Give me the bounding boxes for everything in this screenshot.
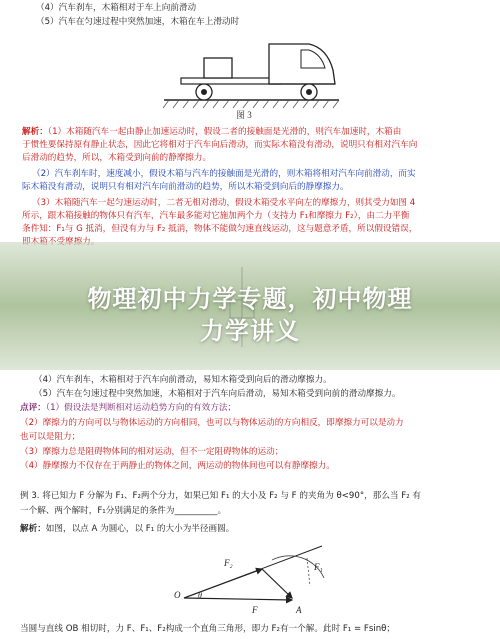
analysis2-line-2: 际木箱没有滑动，说明只有相对汽车向前滑动的趋势，所以木箱受到向后的静摩擦力。 <box>22 182 349 192</box>
label-o: O <box>174 590 181 600</box>
example-line-2: 一个解、两个解时，F₁分别满足的条件为__________。 <box>20 506 227 516</box>
label-f2: F₂ <box>224 558 233 568</box>
item-4-text: （4）汽车刹车，木箱相对于车上向前滑动 <box>36 3 197 13</box>
label-f: F <box>252 605 258 615</box>
bottom-item-5: （5）汽车在匀速过程中突然加速，木箱相对于汽车向后滑动，易知木箱受到向前的滑动摩擦力。 <box>34 389 401 399</box>
analysis3-line-2: 所示，跟木箱接触的物体只有汽车，汽车最多能对它施加两个力（支持力 F₁和摩擦力 F₂），由二力平衡 <box>22 211 410 221</box>
analysis-line-3: 后滑动的趋势，所以，木箱受到向前的静摩擦力。 <box>22 153 212 163</box>
point-line-1 <box>20 402 236 414</box>
point-2a: （2）摩擦力的方向可以与物体运动的方向相同，也可以与物体运动的方向相反，即摩擦力可以是动力 <box>20 418 404 428</box>
banner-title-line-1: 物理初中力学专题，初中物理 <box>87 285 413 313</box>
analysis2-line-1: （2）汽车刹车时，速度减小，假设木箱与汽车的接触面是光滑的，则木箱将相对汽车向前滑动，而实 <box>32 169 416 179</box>
analysis-text-1: （1）木箱随汽车一起由静止加速运动时，假设二者的接触面是光滑的，则汽车加速时，木箱由 <box>47 127 402 137</box>
banner-title <box>0 283 500 347</box>
last-line: 当圆与直线 OB 相切时，力 F、F₁、F₂构成一个直角三角形，即力 F₂有一个解。此时 F₁ = Fsinθ； <box>20 624 395 634</box>
analysis-line-1 <box>22 126 401 138</box>
item-5-text: （5）汽车在匀速过程中突然加速，木箱在车上滑动时 <box>36 17 240 27</box>
point-4: （4）静摩擦力不仅存在于两静止的物体之间，两运动的物体间也可以有静摩擦力。 <box>20 461 335 471</box>
solution-text: 如图，以点 A 为圆心，以 F₁ 的大小为半径画圆。 <box>45 524 235 534</box>
label-f1: F₁ <box>314 562 323 572</box>
analysis-line-2: 于惯性要保持原有静止状态，因此它将相对于汽车向后滑动，而实际木箱没有滑动，说明只有相对汽车向 <box>22 140 418 150</box>
point-3: （3）摩擦力总是阻碍物体间的相对运动，但不一定阻碍物体的运动； <box>20 447 284 457</box>
figure-3-caption: 图 3 <box>236 110 252 120</box>
bottom-item-4: （4）汽车刹车，木箱相对于汽车向前滑动，易知木箱受到向后的滑动摩擦力。 <box>34 375 332 385</box>
truck-figure <box>159 30 349 120</box>
analysis3-line-1: （3）木箱随汽车一起匀速运动时，二者无相对滑动，假设木箱受水平向左的摩擦力，则其受力如图 4 <box>32 198 416 208</box>
solution-label: 解析： <box>20 524 46 534</box>
banner-title-line-2: 力学讲义 <box>200 317 300 345</box>
analysis-label: 解析： <box>22 127 48 137</box>
point-label: 点评： <box>20 403 46 413</box>
point-2b: 也可以是阻力； <box>20 432 81 442</box>
box-icon <box>204 58 232 78</box>
label-a: A <box>296 605 302 615</box>
solution-line <box>20 523 234 535</box>
example-line-1: 例 3. 将已知力 F 分解为 F₁、F₂两个分力，如果已知 F₁ 的大小及 F₂ 与 F 的夹角为 θ<90°，那么当 F₂ 有 <box>20 491 421 501</box>
analysis3-line-3: 条件知：F₁与 G 抵消，但没有力与 F₂ 抵消，物体不能做匀速直线运动，这与题意矛盾，所以假设错误， <box>22 224 418 234</box>
top-section <box>14 0 490 260</box>
bottom-section <box>14 366 490 639</box>
label-theta: θ <box>198 591 202 600</box>
point-1-text: （1）假设法是判断相对运动趋势方向的有效方法； <box>45 403 237 413</box>
